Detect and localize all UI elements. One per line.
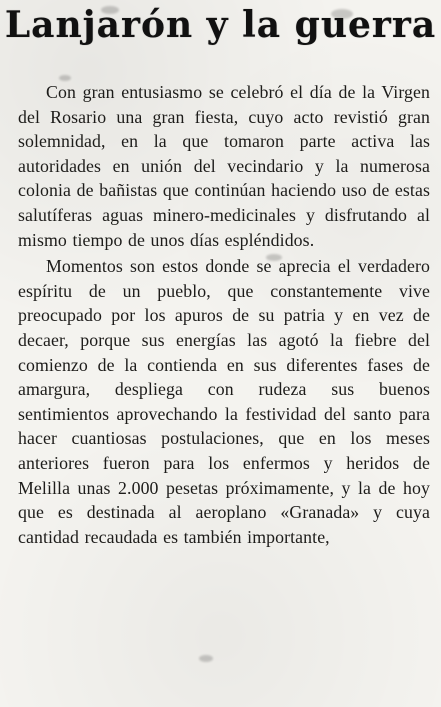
article-body bbox=[18, 80, 430, 700]
article-paragraph-2: Momentos son estos donde se aprecia el verdadero espíritu de un pueblo, que constantemente vive preocupado por los apuros de su patria y en vez de decaer, porque sus energías las agotó la fiebre del comienzo de la contienda en sus diferentes fases de amargura, despliega con rudeza sus buenos sentimientos aprovechando la festividad del santo para hacer cuantiosas postulaciones, que en los meses anteriores fueron para los enfermos y heridos de Melilla unas 2.000 pesetas próximamente, y la de hoy que es destinada al aeroplano «Granada» y cuya cantidad recaudada es también importante, bbox=[18, 256, 430, 547]
article-paragraph-1: Con gran entusiasmo se celebró el día de la Virgen del Rosario una gran fiesta, cuyo acto revistió gran solemnidad, en la que tomaron parte activa las autoridades en unión del vecindario y la numerosa colonia de bañistas que continúan haciendo uso de estas salutíferas aguas minero-medicinales y disfrutando al mismo tiempo de unos días espléndidos. bbox=[18, 82, 430, 250]
article-headline: Lanjarón y la guerra bbox=[4, 4, 437, 46]
